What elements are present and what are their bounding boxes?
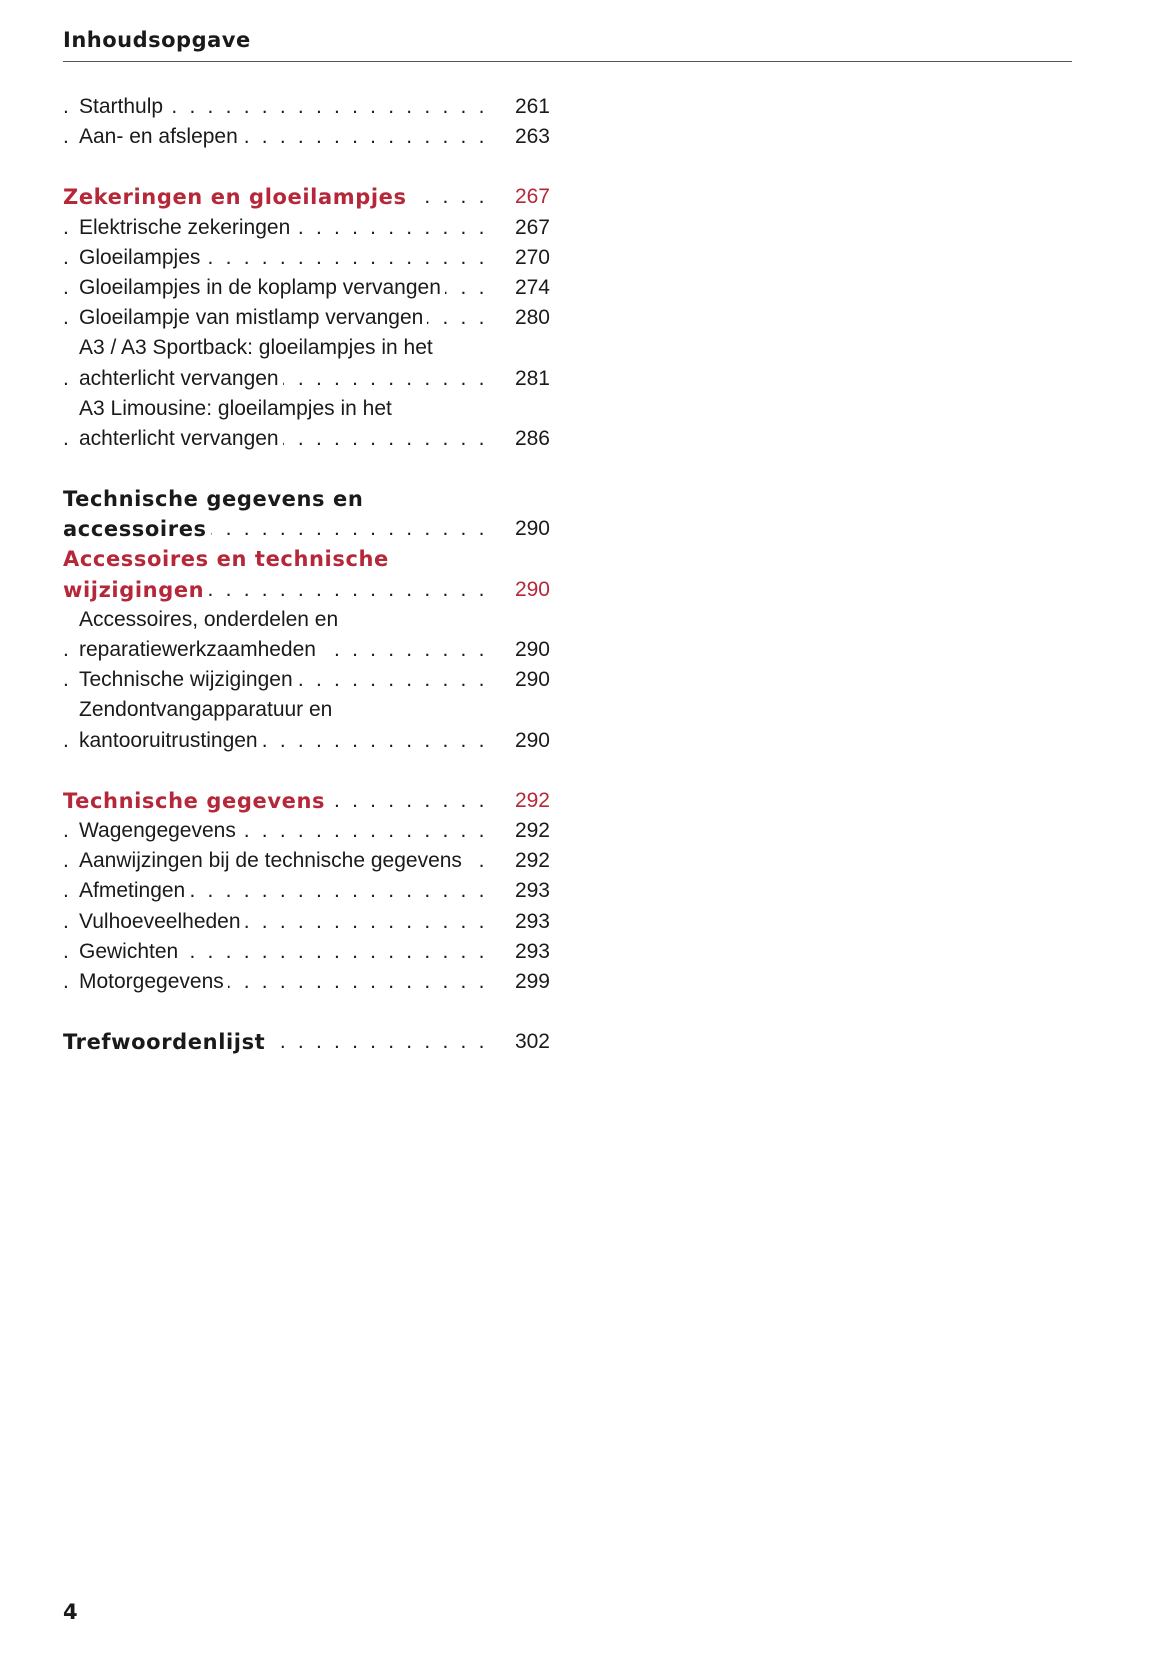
toc-entry-title: achterlicht vervangen xyxy=(79,424,283,454)
page-header-title: Inhoudsopgave xyxy=(63,28,251,52)
table-of-contents xyxy=(63,92,550,1057)
toc-entry-page: 292 xyxy=(514,818,550,842)
toc-entry[interactable] xyxy=(63,967,550,997)
toc-entry-title: Gloeilampje van mistlamp vervangen xyxy=(79,303,427,333)
toc-entry-title: Accessoires, onderdelen en xyxy=(79,605,342,635)
toc-entry-title: Aanwijzingen bij de technische gegevens xyxy=(79,846,466,876)
toc-entry-line1[interactable] xyxy=(63,695,550,725)
toc-entry-page: 270 xyxy=(514,245,550,269)
toc-entry[interactable] xyxy=(63,876,550,906)
toc-entry-page: 290 xyxy=(514,638,550,661)
toc-entry-title: Afmetingen xyxy=(79,876,189,906)
toc-section-title: Zekeringen en gloeilampjes xyxy=(63,182,411,212)
toc-entry[interactable] xyxy=(63,273,550,303)
toc-entry-page: 286 xyxy=(514,426,550,450)
toc-chapter-heading[interactable] xyxy=(63,1027,550,1057)
toc-entry-title: Elektrische zekeringen xyxy=(79,213,294,243)
toc-chapter-heading-line1[interactable] xyxy=(63,484,550,514)
toc-entry-line1[interactable] xyxy=(63,605,550,635)
toc-entry-title: achterlicht vervangen xyxy=(79,364,283,394)
toc-entry-title: Wagengegevens xyxy=(79,816,240,846)
toc-entry[interactable] xyxy=(63,907,550,937)
toc-entry[interactable] xyxy=(63,635,550,665)
toc-entry-title: Gloeilampjes xyxy=(79,243,204,273)
toc-entry-page: 293 xyxy=(514,939,550,963)
toc-entry-title: Vulhoeveelheden xyxy=(79,907,245,937)
toc-entry-page: 292 xyxy=(514,849,550,873)
toc-entry-line1[interactable] xyxy=(63,333,550,363)
toc-entry-title: A3 Limousine: gloeilampjes in het xyxy=(79,394,396,424)
toc-entry-page: 290 xyxy=(514,668,550,692)
toc-section-title: Accessoires en technische xyxy=(63,544,393,574)
toc-entry-page: 261 xyxy=(514,95,550,118)
toc-entry-page: 281 xyxy=(514,366,550,390)
toc-entry-title: Zendontvangapparatuur en xyxy=(79,695,336,725)
toc-chapter-page: 290 xyxy=(514,517,550,541)
toc-section-heading[interactable] xyxy=(63,182,550,212)
toc-chapter-title: Technische gegevens en xyxy=(63,484,367,514)
toc-chapter-title: Trefwoordenlijst xyxy=(63,1027,269,1057)
toc-entry-page: 274 xyxy=(514,275,550,299)
toc-entry-title: Gewichten xyxy=(79,937,182,967)
toc-entry[interactable] xyxy=(63,303,550,333)
toc-entry[interactable] xyxy=(63,726,550,756)
toc-entry[interactable] xyxy=(63,243,550,273)
toc-entry-page: 290 xyxy=(514,728,550,752)
toc-section-page: 267 xyxy=(514,185,550,209)
toc-entry[interactable] xyxy=(63,816,550,846)
toc-section-heading[interactable] xyxy=(63,786,550,816)
toc-entry-title: kantooruitrustingen xyxy=(79,726,262,756)
toc-entry[interactable] xyxy=(63,122,550,152)
toc-entry[interactable] xyxy=(63,937,550,967)
toc-entry-title: Technische wijzigingen xyxy=(79,665,297,695)
toc-entry-line1[interactable] xyxy=(63,394,550,424)
toc-entry-title: Motorgegevens xyxy=(79,967,228,997)
toc-entry-page: 293 xyxy=(514,909,550,933)
toc-chapter-page: 302 xyxy=(514,1030,550,1054)
toc-entry[interactable] xyxy=(63,92,550,122)
toc-entry[interactable] xyxy=(63,364,550,394)
toc-entry[interactable] xyxy=(63,213,550,243)
header-divider xyxy=(63,61,1072,62)
toc-section-title: Technische gegevens xyxy=(63,786,329,816)
toc-entry[interactable] xyxy=(63,665,550,695)
toc-section-page: 292 xyxy=(514,788,550,812)
toc-entry-page: 280 xyxy=(514,306,550,330)
toc-section-heading[interactable] xyxy=(63,575,550,605)
toc-entry[interactable] xyxy=(63,424,550,454)
toc-entry-title: Gloeilampjes in de koplamp vervangen xyxy=(79,273,445,303)
toc-entry-page: 293 xyxy=(514,879,550,903)
toc-entry-title: Aan- en afslepen xyxy=(79,122,242,152)
toc-section-heading-line1[interactable] xyxy=(63,544,550,574)
toc-chapter-title: accessoires xyxy=(63,514,211,544)
toc-entry-page: 263 xyxy=(514,125,550,149)
toc-section-title: wijzigingen xyxy=(63,575,208,605)
toc-section-page: 290 xyxy=(514,577,550,601)
toc-entry-title: A3 / A3 Sportback: gloeilampjes in het xyxy=(79,333,437,363)
toc-entry-page: 299 xyxy=(514,969,550,993)
toc-entry-title: reparatiewerkzaamheden xyxy=(79,635,320,665)
toc-entry-title: Starthulp xyxy=(79,92,167,122)
toc-chapter-heading[interactable] xyxy=(63,514,550,544)
toc-entry-page: 267 xyxy=(514,215,550,239)
page-number: 4 xyxy=(63,1600,78,1624)
toc-entry[interactable] xyxy=(63,846,550,876)
